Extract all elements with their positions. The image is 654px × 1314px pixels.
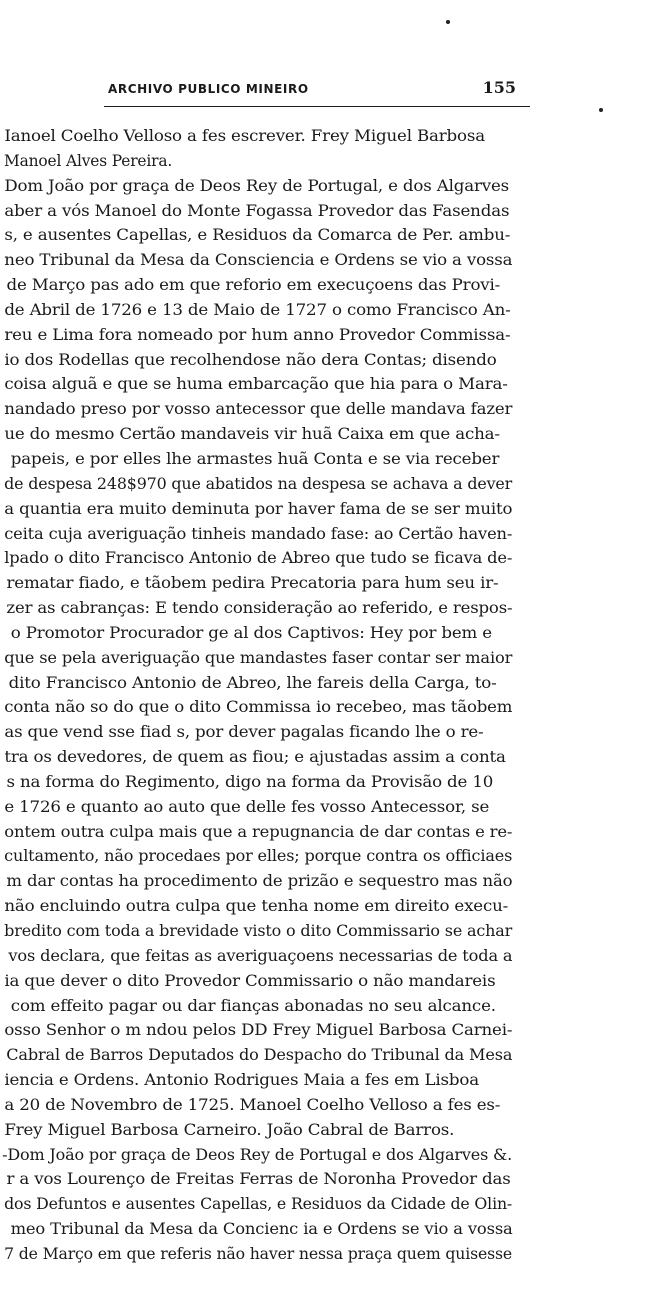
text-line-content: tra os devedores, de quem as fiou; e ajustadas assim a conta: [4, 748, 506, 767]
text-line: [0, 571, 654, 596]
text-line: [0, 646, 654, 671]
text-line: [0, 546, 654, 571]
page-number: 155: [482, 78, 516, 97]
text-line-content: o Promotor Procurador ge al dos Captivos: Hey por bem e: [10, 623, 492, 642]
header-rule: [104, 106, 530, 107]
text-line: [0, 397, 654, 422]
text-line: [0, 919, 654, 944]
text-line-content: Manoel Alves Pereira.: [4, 151, 173, 170]
text-line: [0, 174, 654, 199]
text-line: [0, 621, 654, 646]
text-line-content: neo Tribunal da Mesa da Consciencia e Ordens se vio a vossa: [4, 251, 513, 270]
text-line: [0, 894, 654, 919]
text-line-content: a 20 de Novembro de 1725. Manoel Coelho Velloso a fes es-: [4, 1095, 501, 1114]
text-line: [0, 298, 654, 323]
text-line-content: as que vend sse fiad s, por dever pagalas ficando lhe o re-: [4, 723, 484, 742]
text-line-content: Frey Miguel Barbosa Carneiro. João Cabral de Barros.: [4, 1120, 455, 1139]
text-line: [0, 720, 654, 745]
text-line-content: coisa alguã e que se huma embarcação que hia para o Mara-: [4, 375, 508, 394]
text-line: [0, 844, 654, 869]
text-line-content: iencia e Ordens. Antonio Rodrigues Maia a fes em Lisboa: [4, 1071, 479, 1090]
text-line: [0, 994, 654, 1019]
text-line-content: rematar fiado, e tãobem pedira Precatoria para hum seu ir-: [6, 574, 499, 593]
text-line: [0, 1043, 654, 1068]
text-line: [0, 944, 654, 969]
page-header: [104, 78, 524, 106]
text-line-content: ontem outra culpa mais que a repugnancia de dar contas e re-: [4, 822, 513, 841]
text-line-content: r a vos Lourenço de Freitas Ferras de Noronha Provedor das: [6, 1170, 511, 1189]
text-line-content: 7 de Março em que referis não haver nessa praça quem quisesse: [4, 1244, 513, 1263]
text-line: [0, 472, 654, 497]
running-title: ARCHIVO PUBLICO MINEIRO: [108, 82, 309, 96]
text-line-content: não encluindo outra culpa que tenha nome em direito execu-: [4, 897, 509, 916]
text-line: [0, 1143, 654, 1168]
ink-speck: [599, 108, 603, 112]
text-line: [0, 1093, 654, 1118]
text-line: [0, 149, 654, 174]
ink-speck: [446, 20, 450, 24]
text-line-content: de Março pas ado em que reforio em execuçoens das Provi-: [6, 276, 501, 295]
text-line: [0, 348, 654, 373]
text-line: [0, 497, 654, 522]
text-line-content: aber a vós Manoel do Monte Fogassa Provedor das Fasendas: [4, 201, 510, 220]
text-line-content: lpado o dito Francisco Antonio de Abreo que tudo se ficava de-: [4, 549, 513, 568]
text-line-content: de Abril de 1726 e 13 de Maio de 1727 o como Francisco An-: [4, 300, 511, 319]
text-line-content: ia que dever o dito Provedor Commissario o não mandareis: [4, 971, 496, 990]
text-line: [0, 447, 654, 472]
text-line-content: a quantia era muito deminuta por haver fama de se ser muito: [4, 499, 513, 518]
text-line-content: io dos Rodellas que recolhendose não dera Contas; disendo: [4, 350, 497, 369]
text-line: [0, 1118, 654, 1143]
text-line: [0, 199, 654, 224]
text-line: [0, 869, 654, 894]
text-line: [0, 522, 654, 547]
text-line: [0, 1167, 654, 1192]
text-line-content: dito Francisco Antonio de Abreo, lhe fareis della Carga, to-: [8, 673, 497, 692]
text-line-content: nandado preso por vosso antecessor que delle mandava fazer: [4, 400, 513, 419]
text-line: [0, 795, 654, 820]
text-line: [0, 273, 654, 298]
text-line-content: de despesa 248$970 que abatidos na despesa se achava a dever: [4, 474, 513, 493]
text-line-content: dos Defuntos e ausentes Capellas, e Residuos da Cidade de Olin-: [4, 1195, 513, 1214]
text-line: [0, 323, 654, 348]
text-line-content: s, e ausentes Capellas, e Residuos da Comarca de Per. ambu-: [4, 226, 511, 245]
text-line: [0, 124, 654, 149]
text-line: [0, 745, 654, 770]
text-line: [0, 422, 654, 447]
text-line-content: Cabral de Barros Deputados do Despacho do Tribunal da Mesa: [6, 1046, 513, 1065]
text-line: [0, 248, 654, 273]
text-line: [0, 671, 654, 696]
text-line: [0, 372, 654, 397]
text-line-content: zer as cabranças: E tendo consideração ao referido, e respos-: [6, 599, 513, 618]
text-line: [0, 1192, 654, 1217]
text-line-content: que se pela averiguação que mandastes faser contar ser maior: [4, 648, 513, 667]
text-line-content: papeis, e por elles lhe armastes huã Conta e se via receber: [10, 449, 500, 468]
text-line-content: ceita cuja averiguação tinheis mandado fase: ao Certão haven-: [4, 524, 513, 543]
text-line-content: e 1726 e quanto ao auto que delle fes vosso Antecessor, se: [4, 797, 490, 816]
text-line: [0, 969, 654, 994]
text-line: [0, 1217, 654, 1242]
text-line-content: com effeito pagar ou dar fianças abonadas no seu alcance.: [10, 996, 496, 1015]
text-line: [0, 1018, 654, 1043]
body-text: [0, 124, 654, 1267]
text-line-content: Dom João por graça de Deos Rey de Portugal, e dos Algarves: [4, 176, 510, 195]
text-line-content: vos declara, que feitas as averiguaçoens necessarias de toda a: [8, 946, 513, 965]
text-line: [0, 596, 654, 621]
text-line: [0, 1068, 654, 1093]
text-line-content: cultamento, não procedaes por elles; porque contra os officiaes: [4, 847, 513, 866]
text-line: [0, 695, 654, 720]
text-line-content: conta não so do que o dito Commissa io recebeo, mas tãobem: [4, 698, 513, 717]
text-line-content: s na forma do Regimento, digo na forma da Provisão de 10: [6, 772, 494, 791]
text-line: [0, 820, 654, 845]
text-line-content: ue do mesmo Certão mandaveis vir huã Caixa em que acha-: [4, 425, 500, 444]
text-line: [0, 223, 654, 248]
text-line: [0, 770, 654, 795]
text-line-content: osso Senhor o m ndou pelos DD Frey Miguel Barbosa Carnei-: [4, 1021, 513, 1040]
text-line-content: m dar contas ha procedimento de prizão e sequestro mas não: [6, 872, 513, 891]
text-line-content: meo Tribunal da Mesa da Concienc ia e Ordens se vio a vossa: [10, 1220, 513, 1239]
text-line-content: Ianoel Coelho Velloso a fes escrever. Frey Miguel Barbosa: [4, 127, 486, 145]
text-line-content: reu e Lima fora nomeado por hum anno Provedor Commissa-: [4, 325, 511, 344]
text-line-content: -Dom João por graça de Deos Rey de Portugal e dos Algarves &.: [2, 1145, 513, 1164]
text-line-content: bredito com toda a brevidade visto o dito Commissario se achar: [4, 922, 513, 940]
text-line: [0, 1242, 654, 1267]
